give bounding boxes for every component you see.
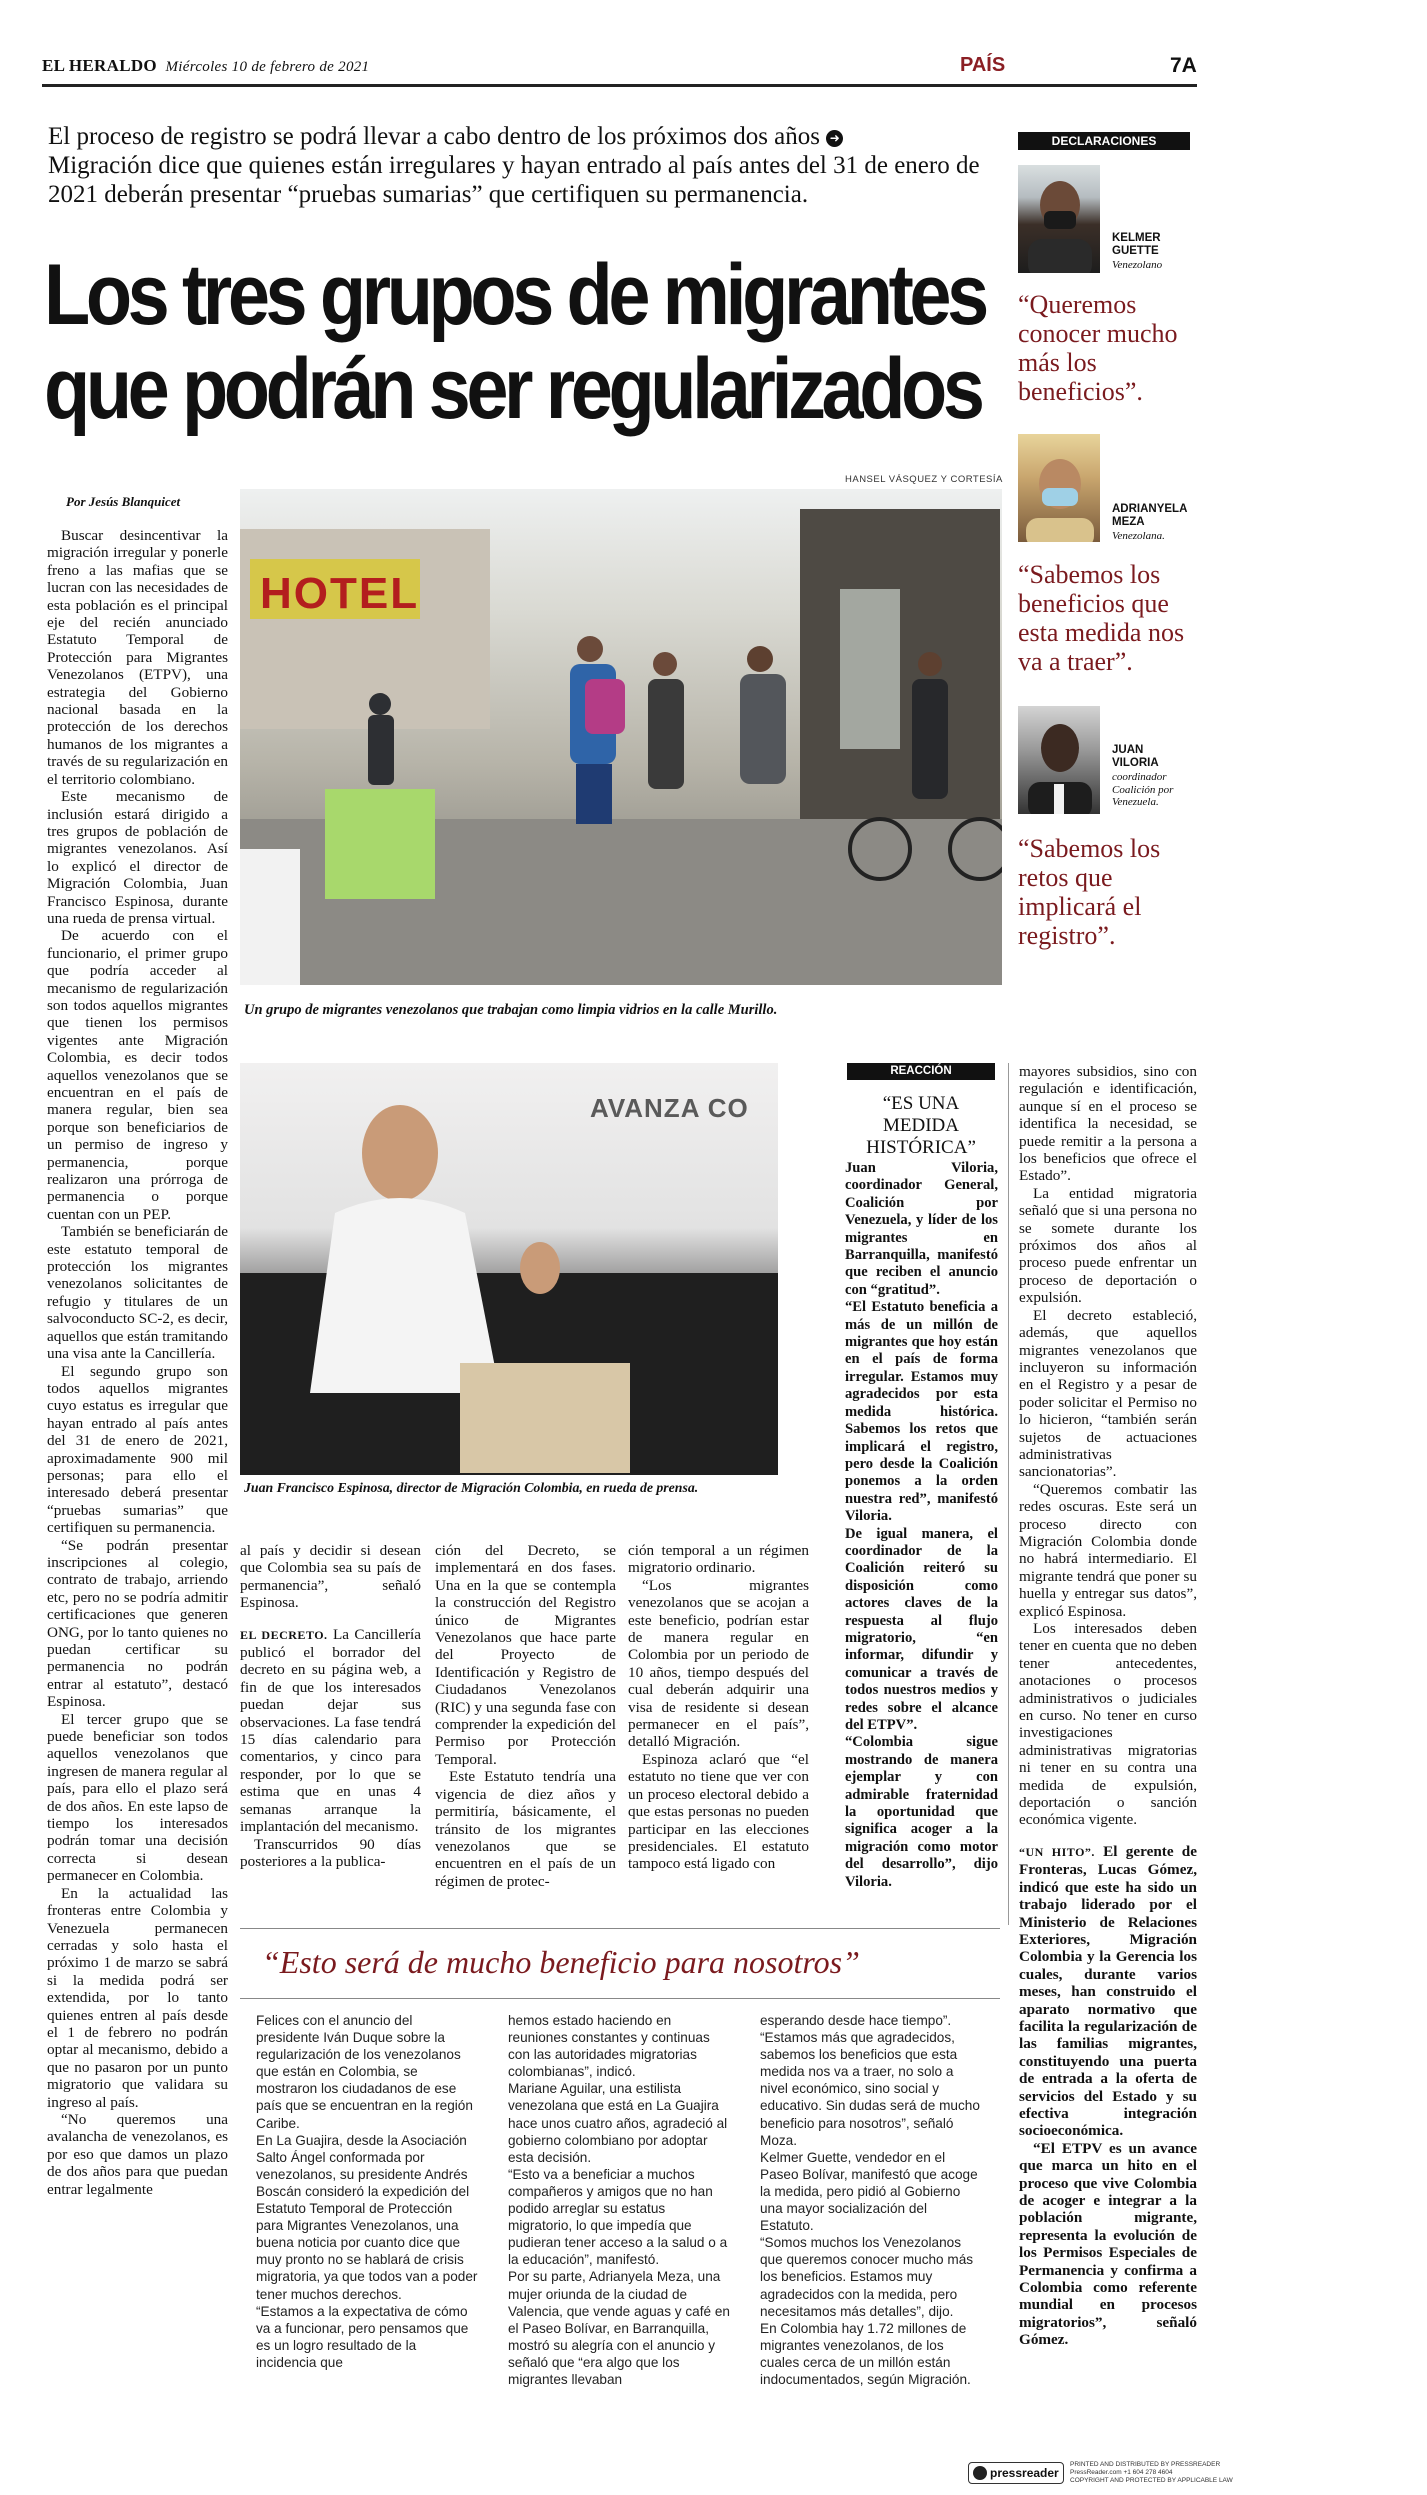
col6-lead: “UN HITO”. — [1019, 1844, 1095, 1859]
decl-quote-1: “Queremos conocer mucho más los beneficios”. — [1018, 290, 1178, 406]
section-label: PAÍS — [960, 54, 1006, 76]
avatar-viloria — [1018, 706, 1100, 814]
reaction-label: REACCIÓN — [847, 1063, 995, 1080]
column-4 — [628, 1542, 809, 1873]
reaction-body — [845, 1160, 998, 1891]
person-photo-icon — [1018, 706, 1100, 814]
box-col-2: hemos estado haciendo en reuniones constantes y continuas con las autoridades migratorias colombianas”, indicó. Mariane Aguilar, una estilista venezolana que está en La Guajira hace unos cuatro años, agradeció al gobierno colombiano por adoptar esta decisión. “Esto va a beneficiar a muchos compañeros y amigos que no han podido arreglar su estatus migratorio, lo que impedía que pudieran tener acceso a la salud o a la educación”, manifestó. Por su parte, Adrianyela Meza, una mujer oriunda de la ciudad de Valencia, que vende aguas y café en el Paseo Bolívar, en Barranquilla, mostró su alegría con el anuncio y señaló que “era algo que los migrantes llevaban — [508, 2013, 730, 2387]
photo1-caption: Un grupo de migrantes venezolanos que trabajan como limpia vidrios en la calle Murillo. — [244, 1002, 778, 1018]
street-scene-illustration — [240, 489, 1002, 985]
arrow-right-icon: ➜ — [826, 130, 843, 147]
paper-name: EL HERALDO — [42, 56, 157, 75]
col1-p5: El segundo grupo son todos aquellos migrantes cuyo estatus es irregular que hayan entrado al país antes del 31 de enero de 2021, aproximadamente 900 mil personas; para ello el interesado deberá presentar “pruebas sumarias” que certifiquen su permanencia. — [47, 1362, 228, 1537]
column-1 — [47, 527, 228, 2198]
box-title: “Esto será de mucho beneficio para nosotros” — [262, 1944, 860, 1980]
header-rule — [42, 84, 1197, 87]
deck — [48, 122, 1008, 209]
decl-name-2 — [1112, 503, 1187, 529]
col6-p1: mayores subsidios, sino con regulación e identificación, aunque sí en el proceso se identifica la necesidad, se puede remitir a la persona a los beneficios que ofrece el Estado”. — [1019, 1063, 1197, 1185]
photo2-caption: Juan Francisco Espinosa, director de Migración Colombia, en rueda de prensa. — [244, 1480, 699, 1495]
col2-lead: EL DECRETO. — [240, 1627, 328, 1642]
box-top-rule — [240, 1928, 1000, 1929]
deck-line2: Migración dice que quienes están irregulares y hayan entrado al país antes del 31 de enero de 2021 deberán presentar “pruebas sumarias” que certifiquen su permanencia. — [48, 152, 980, 208]
column-3 — [435, 1542, 616, 1890]
col2-p3: Transcurridos 90 días posteriores a la publica- — [240, 1835, 421, 1870]
col4-p1: ción temporal a un régimen migratorio ordinario. — [628, 1542, 809, 1577]
col2-p1: al país y decidir si desean que Colombia sea su país de permanencia”, señaló Espinosa. — [240, 1542, 421, 1612]
reaction-p2: “El Estatuto beneficia a más de un millón de migrantes que hoy están en el país de forma irregular. Estamos muy agradecidos por esta medida histórica. Sabemos los retos que implicará el registro, pero desde la Coalición ponemos a la orden nuestra red”, manifestó Viloria. — [845, 1299, 998, 1525]
footer-line1: PRINTED AND DISTRIBUTED BY PRESSREADER — [1070, 2461, 1221, 2468]
deck-line1: El proceso de registro se podrá llevar a cabo dentro de los próximos dos años — [48, 123, 821, 150]
paper-date: Miércoles 10 de febrero de 2021 — [165, 59, 370, 75]
hotel-sign: HOTEL — [260, 569, 420, 618]
box-title-rule — [240, 1998, 1000, 1999]
reaction-p1: Juan Viloria, coordinador General, Coalición por Venezuela, y líder de los migrantes en Barranquilla, manifestó que reciben el anuncio con “gratitud”. — [845, 1160, 998, 1298]
headline-line2: que podrán ser regularizados — [44, 341, 981, 437]
col1-p7: El tercer grupo que se puede beneficiar son todos aquellos venezolanos que ingresen de manera regular al país, para ello el plazo será de dos años. En este lapso de tiempo los interesados podrán tomar una decisión correcta si desean permanecer en Colombia. — [47, 1710, 228, 1885]
col6-p3: El decreto estableció, además, que aquellos migrantes venezolanos que incluyeron su información en el Registro y a pesar de poder solicitar el Permiso no lo hicieron, “también serán sujetos de actuaciones administrativas sancionatorias”. — [1019, 1306, 1197, 1481]
decl-role-2: Venezolana. — [1112, 530, 1165, 542]
col1-p2: Este mecanismo de inclusión estará dirigido a tres grupos de población de migrantes venezolanos. Así lo explicó el director de Migración Colombia, Juan Francisco Espinosa, durante una rueda de prensa virtual. — [47, 788, 228, 927]
pressreader-badge — [968, 2462, 1064, 2484]
avanza-backdrop-text: AVANZA CO — [590, 1093, 749, 1123]
decl-role-3: coordinador Coalición por Venezuela. — [1112, 771, 1174, 808]
col6-hito — [1019, 1843, 1197, 2140]
press-conference-illustration — [240, 1063, 778, 1475]
col1-p1: Buscar desincentivar la migración irregular y ponerle freno a las mafias que se lucran con las necesidades de esta población es el principal eje del recién anunciado Estatuto Temporal de Protección para Migrantes Venezolanos (ETPV), una estrategia del Gobierno nacional basada en la protección de los derechos humanos de los migrantes a través de su regularización en el territorio colombiano. — [47, 527, 228, 788]
photo-credit: HANSEL VÁSQUEZ Y CORTESÍA — [845, 474, 1003, 485]
photo-espinosa — [240, 1063, 778, 1475]
decl-name-1b: GUETTE — [1112, 245, 1159, 257]
reaction-p4: “Colombia sigue mostrando de manera ejemplar y con admirable fraternidad la oportunidad que significa acoger a la migración como motor del desarrollo”, dijo Viloria. — [845, 1734, 998, 1890]
decl-name-3 — [1112, 744, 1159, 770]
col1-p6: “Se podrán presentar inscripciones al colegio, contrato de trabajo, arriendo etc, pero no se podría admitir certificaciones que generen ONG, por lo tanto quienes no puedan certificar su permanencia no podrán entrar al estatuto”, destacó Espinosa. — [47, 1536, 228, 1711]
reaction-divider — [1008, 1063, 1009, 1925]
decl-name-3b: VILORIA — [1112, 757, 1159, 769]
col1-p8: En la actualidad las fronteras entre Colombia y Venezuela permanecen cerradas y solo hasta el próximo 1 de marzo se sabrá si la medida podrá ser extendida, por lo tanto quienes entren al país desde el 1 de febrero no podrán optar al mecanismo, debido a que no pasaron por un punto migratorio que validara su ingreso al país. — [47, 1884, 228, 2111]
col6-p7: “El ETPV es un avance que marca un hito en el proceso que vive Colombia de acoger e integrar a la población migrante, representa la evolución de los Permisos Especiales de Permanencia y confirma a Colombia como referente mundial en procesos migratorios”, señaló Gómez. — [1019, 2139, 1197, 2349]
col6-p6: El gerente de Fronteras, Lucas Gómez, indicó que este ha sido un trabajo liderado por el Ministerio de Relaciones Exteriores, Migración Colombia y la Gerencia los cuales, durante varios meses, han construido el aparato normativo que facilita la regularización de las familias migrantes, constituyendo una puerta de entrada a la oferta de servicios del Estado y su efectiva integración socioeconómica. — [1019, 1842, 1197, 2140]
decl-name-1a: KELMER — [1112, 232, 1161, 244]
footer-line3: COPYRIGHT AND PROTECTED BY APPLICABLE LAW — [1070, 2477, 1233, 2484]
col1-p3: De acuerdo con el funcionario, el primer grupo que podría acceder al mecanismo de regularización son todos aquellos migrantes que tienen los permisos vigentes ante Migración Colombia, es decir todos aquellos venezolanos que se encuentran en el país de manera regular, bien sea porque son beneficiarios de un permiso de ingreso y permanencia, porque realizaron una prórroga de permanencia o porque cuentan con un PEP. — [47, 927, 228, 1223]
pressreader-brand: pressreader — [990, 2466, 1059, 2480]
col2-decreto — [240, 1626, 421, 1836]
col1-p4: También se beneficiarán de este estatuto temporal de protección los migrantes venezolanos solicitantes de refugio y titulares de un salvoconducto SC-2, es decir, aquellos que están tramitando una visa ante la Cancillería. — [47, 1223, 228, 1363]
reaction-p3: De igual manera, el coordinador de la Coalición reiteró su disposición como actores claves de la respuesta al flujo migratorio, “en informar, difundir y comunicar a través de todos nuestros medios y redes sobre el alcance del ETPV”. — [845, 1525, 998, 1733]
decl-name-3a: JUAN — [1112, 744, 1144, 756]
reaction-title: “ES UNA MEDIDA HISTÓRICA” — [866, 1093, 976, 1158]
page-number: 7A — [1170, 54, 1197, 77]
column-2 — [240, 1542, 421, 1870]
decl-quote-2: “Sabemos los beneficios que esta medida nos va a traer”. — [1018, 560, 1185, 676]
person-photo-icon — [1018, 434, 1100, 542]
col4-p3: Espinoza aclaró que “el estatuto no tiene que ver con un proceso electoral debido a que estas personas no pueden participar en las elecciones presidenciales. El estatuto tampoco está ligado con — [628, 1750, 809, 1873]
footer-legal — [1070, 2461, 1233, 2485]
decl-name-2a: ADRIANYELA — [1112, 503, 1188, 515]
col2-p2: La Cancillería publicó el borrador del decreto en su página web, a fin de que los interesados puedan dejar sus observaciones. La fase tendrá 15 días calendario para comentarios, y cinco para responder, por lo que se estima que en unas 4 semanas arranque la implantación del mecanismo. — [240, 1625, 421, 1836]
declarations-label: DECLARACIONES — [1018, 132, 1190, 150]
avatar-adrianyela — [1018, 434, 1100, 542]
col3-p2: Este Estatuto tendría una vigencia de diez años y permitiría, básicamente, el tránsito de los migrantes venezolanos que se encuentren en el país de un régimen de protec- — [435, 1768, 616, 1890]
box-col-1: Felices con el anuncio del presidente Iván Duque sobre la regularización de los venezolanos que están en Colombia, se mostraron los ciudadanos de ese país que se encuentran en la región Caribe. En La Guajira, desde la Asociación Salto Ángel conformada por venezolanos, su presidente Andrés Boscán consideró la expedición del Estatuto Temporal de Protección para Migrantes Venezolanos, una buena noticia por cuanto dice que muy pronto no se hablará de crisis migratoria, ya que todos van a poder tener muchos derechos. “Estamos a la expectativa de cómo va a funcionar, pero pensamos que es un logro resultado de la incidencia que — [256, 2013, 478, 2370]
col1-p9: “No queremos una avalancha de venezolanos, es por eso que damos un plazo de dos años para que puedan entrar legalmente — [47, 2110, 228, 2198]
decl-quote-3: “Sabemos los retos que implicará el registro”. — [1018, 834, 1161, 950]
col6-p5: Los interesados deben tener en cuenta que no deben tener antecedentes, anotaciones o procesos administrativos o judiciales en curso. No tener en curso investigaciones administrativas migratorias ni tener en su contra una medida de expulsión, deportación o sanción económica vigente. — [1019, 1620, 1197, 1829]
person-photo-icon — [1018, 165, 1100, 273]
box-col-3: esperando desde hace tiempo”. “Estamos más que agradecidos, sabemos los beneficios que esta medida nos va a traer, no solo a nivel económico, sino social y educativo. Sin dudas será de mucho beneficio para nosotros”, señaló Moza. Kelmer Guette, vendedor en el Paseo Bolívar, manifestó que acoge la medida, pero pidió al Gobierno una mayor socialización del Estatuto. “Somos muchos los Venezolanos que queremos conocer mucho más los beneficios. Estamos muy agradecidos con la medida, pero necesitamos más detalles”, dijo. En Colombia hay 1.72 millones de migrantes venezolanos, de los cuales cerca de un millón están indocumentados, según Migración. — [760, 2013, 980, 2387]
decl-name-1 — [1112, 232, 1161, 258]
headline — [44, 247, 985, 437]
avatar-kelmer — [1018, 165, 1100, 273]
headline-line1: Los tres grupos de migrantes — [44, 247, 985, 343]
footer-line2: PressReader.com +1 604 278 4604 — [1070, 2469, 1173, 2476]
photo-migrants — [240, 489, 1002, 985]
byline: Por Jesús Blanquicet — [66, 494, 181, 509]
decl-role-1: Venezolano — [1112, 259, 1163, 271]
column-6 — [1019, 1063, 1197, 2349]
col6-p2: La entidad migratoria señaló que si una persona no se somete durante los próximos dos años al proceso puede enfrentar un proceso de deportación o expulsión. — [1019, 1184, 1197, 1307]
col3-p1: ción del Decreto, se implementará en dos fases. Una en la que se contempla la construcción del Registro único de Migrantes Venezolanos que hace parte del Proyecto de Identificación y Registro de Ciudadanos Venezolanos (RIC) y una segunda fase con comprender la expedición del Permiso por Protección Temporal. — [435, 1542, 616, 1768]
col6-p4: “Queremos combatir las redes oscuras. Este será un proceso directo con Migración Colombia donde no habrá intermediario. El migrante tendrá que poner su huella y entregar sus datos”, explicó Espinosa. — [1019, 1480, 1197, 1620]
masthead — [42, 56, 369, 76]
pressreader-icon — [973, 2466, 987, 2480]
decl-name-2b: MEZA — [1112, 516, 1145, 528]
col4-p2: “Los migrantes venezolanos que se acojan a este beneficio, podrían estar de manera regular en Colombia por un periodo de 10 años, tiempo después del cual deberán adquirir una visa de residente si desean permanecer en el país”, detalló Migración. — [628, 1576, 809, 1751]
